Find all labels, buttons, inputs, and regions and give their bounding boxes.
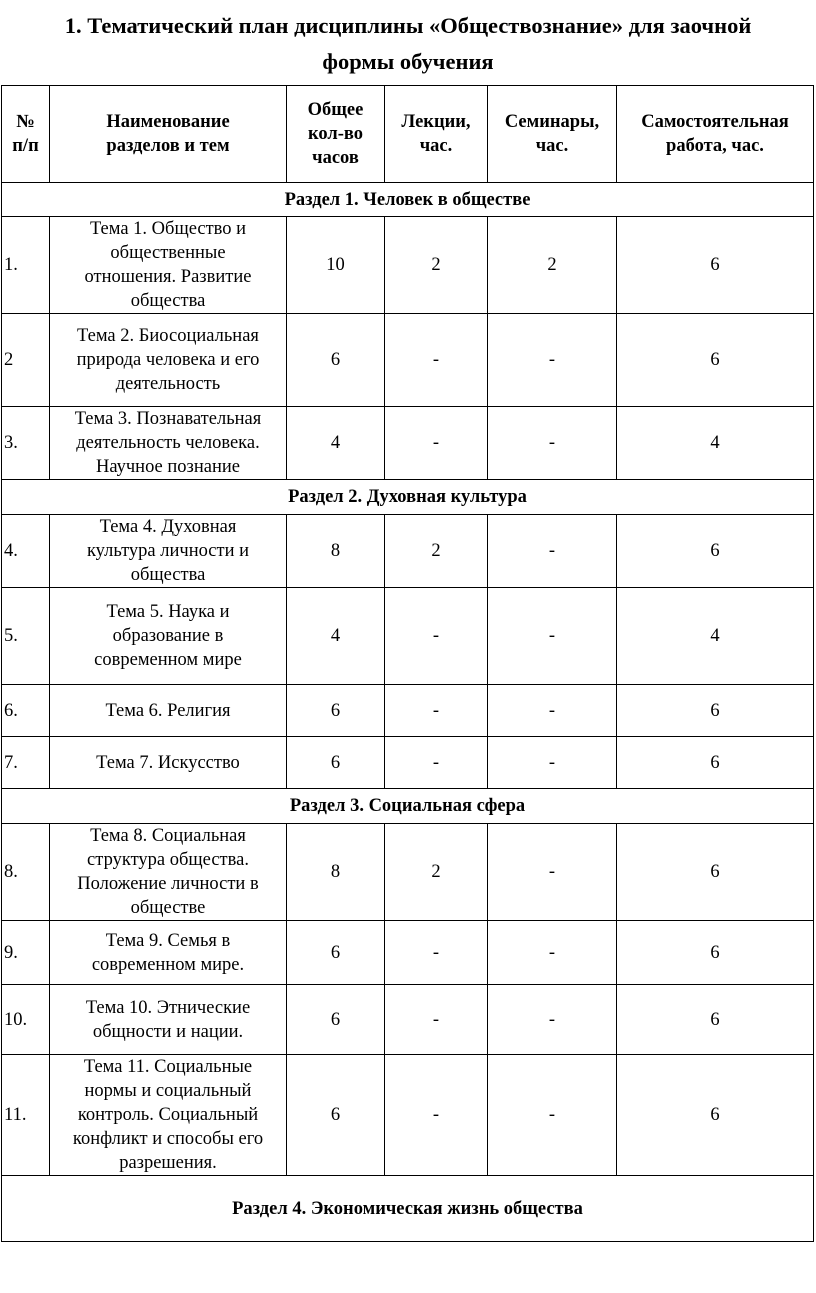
section-title: Раздел 3. Социальная сфера: [2, 789, 814, 824]
self-work-hours: 6: [617, 314, 814, 407]
self-work-hours: 6: [617, 737, 814, 789]
topic-name: [50, 515, 287, 588]
total-hours: 8: [287, 824, 385, 921]
section-title: Раздел 1. Человек в обществе: [2, 183, 814, 217]
row-number: 11.: [2, 1055, 50, 1176]
header-name: Наименование разделов и тем: [50, 86, 287, 183]
total-hours: 8: [287, 515, 385, 588]
seminar-hours: -: [488, 314, 617, 407]
topic-name: [50, 314, 287, 407]
topic-name: [50, 737, 287, 789]
title-line-1: 1. Тематический план дисциплины «Обществознание» для заочной: [64, 13, 752, 38]
topic-name: [50, 217, 287, 314]
total-hours: 6: [287, 1055, 385, 1176]
topic-name-line: общества: [130, 565, 206, 585]
lecture-hours: -: [385, 985, 488, 1055]
self-work-hours: 6: [617, 685, 814, 737]
page-title: [0, 8, 816, 80]
topic-name-line: общности и нации.: [92, 1021, 244, 1042]
table-row: [2, 1055, 814, 1176]
self-work-hours: 6: [617, 985, 814, 1055]
self-work-hours: 6: [617, 217, 814, 314]
total-hours: 10: [287, 217, 385, 314]
header-lectures: Лекции, час.: [385, 86, 488, 183]
topic-name-line: современном мире: [94, 650, 242, 670]
topic-name-line: Положение личности в: [77, 874, 259, 894]
topic-name: [50, 824, 287, 921]
seminar-hours: -: [488, 407, 617, 480]
self-work-hours: 6: [617, 1055, 814, 1176]
header-num: № п/п: [2, 86, 50, 183]
lecture-hours: -: [385, 737, 488, 789]
title-line-2: формы обучения: [322, 49, 494, 74]
total-hours: 4: [287, 588, 385, 685]
lecture-hours: -: [385, 588, 488, 685]
section-row: [2, 1176, 814, 1242]
seminar-hours: -: [488, 737, 617, 789]
row-number: 7.: [2, 737, 50, 789]
table-row: [2, 515, 814, 588]
topic-name-line: Тема 9. Семья в: [105, 930, 231, 951]
self-work-hours: 4: [617, 588, 814, 685]
topic-name-line: нормы и социальный: [84, 1081, 252, 1101]
topic-name-line: Тема 7. Искусство: [96, 752, 240, 773]
topic-name: [50, 588, 287, 685]
topic-name-line: культура личности и: [86, 541, 250, 561]
header-total-hours: Общее кол-во часов: [287, 86, 385, 183]
seminar-hours: -: [488, 515, 617, 588]
self-work-hours: 6: [617, 921, 814, 985]
seminar-hours: -: [488, 1055, 617, 1176]
topic-name-line: контроль. Социальный: [77, 1105, 259, 1125]
self-work-hours: 6: [617, 824, 814, 921]
header-seminars: Семинары, час.: [488, 86, 617, 183]
topic-name-line: обществе: [130, 898, 206, 918]
seminar-hours: -: [488, 685, 617, 737]
table-row: [2, 588, 814, 685]
topic-name-line: образование в: [112, 626, 224, 646]
topic-name-line: Тема 1. Общество и: [89, 219, 247, 239]
topic-name-line: Тема 3. Познавательная: [74, 409, 262, 429]
section-title: Раздел 2. Духовная культура: [2, 480, 814, 515]
lecture-hours: 2: [385, 217, 488, 314]
thematic-plan-table: [1, 85, 814, 1242]
row-number: 8.: [2, 824, 50, 921]
total-hours: 6: [287, 314, 385, 407]
lecture-hours: -: [385, 1055, 488, 1176]
seminar-hours: -: [488, 588, 617, 685]
table-row: [2, 985, 814, 1055]
self-work-hours: 6: [617, 515, 814, 588]
header-self-work: Самостоятельная работа, час.: [617, 86, 814, 183]
table-row: [2, 217, 814, 314]
section-row: [2, 480, 814, 515]
topic-name-line: общественные: [110, 243, 226, 263]
section-row: [2, 183, 814, 217]
topic-name-line: деятельность: [115, 374, 221, 394]
lecture-hours: -: [385, 407, 488, 480]
table-row: [2, 314, 814, 407]
topic-name-line: общества: [130, 291, 206, 311]
topic-name-line: Тема 4. Духовная: [99, 517, 237, 537]
row-number: 5.: [2, 588, 50, 685]
topic-name-line: разрешения.: [119, 1153, 217, 1173]
seminar-hours: -: [488, 921, 617, 985]
table-header-row: [2, 86, 814, 183]
lecture-hours: 2: [385, 824, 488, 921]
row-number: 6.: [2, 685, 50, 737]
seminar-hours: -: [488, 985, 617, 1055]
topic-name-line: Тема 8. Социальная: [90, 826, 246, 846]
topic-name-line: Тема 2. Биосоциальная: [77, 326, 259, 346]
topic-name: [50, 985, 287, 1055]
topic-name: [50, 921, 287, 985]
topic-name-line: структура общества.: [87, 850, 249, 870]
section-title: Раздел 4. Экономическая жизнь общества: [2, 1176, 814, 1242]
topic-name: [50, 407, 287, 480]
topic-name: [50, 685, 287, 737]
topic-name-line: современном мире.: [91, 954, 245, 975]
topic-name-line: Тема 5. Наука и: [106, 602, 230, 622]
table-body: [2, 183, 814, 1242]
topic-name-line: деятельность человека.: [76, 433, 260, 453]
total-hours: 6: [287, 737, 385, 789]
self-work-hours: 4: [617, 407, 814, 480]
table-row: [2, 407, 814, 480]
table-row: [2, 921, 814, 985]
row-number: 2: [2, 314, 50, 407]
table-row: [2, 824, 814, 921]
total-hours: 6: [287, 921, 385, 985]
row-number: 9.: [2, 921, 50, 985]
seminar-hours: -: [488, 824, 617, 921]
table-row: [2, 685, 814, 737]
total-hours: 4: [287, 407, 385, 480]
row-number: 4.: [2, 515, 50, 588]
seminar-hours: 2: [488, 217, 617, 314]
topic-name-line: Тема 10. Этнические: [85, 997, 251, 1018]
topic-name-line: отношения. Развитие: [84, 267, 252, 287]
table-row: [2, 737, 814, 789]
topic-name-line: Научное познание: [96, 457, 240, 477]
topic-name: [50, 1055, 287, 1176]
total-hours: 6: [287, 685, 385, 737]
section-row: [2, 789, 814, 824]
total-hours: 6: [287, 985, 385, 1055]
row-number: 1.: [2, 217, 50, 314]
topic-name-line: Тема 6. Религия: [105, 700, 231, 721]
lecture-hours: -: [385, 685, 488, 737]
lecture-hours: -: [385, 314, 488, 407]
topic-name-line: природа человека и его: [76, 350, 260, 370]
lecture-hours: -: [385, 921, 488, 985]
topic-name-line: конфликт и способы его: [72, 1129, 264, 1149]
row-number: 10.: [2, 985, 50, 1055]
topic-name-line: Тема 11. Социальные: [83, 1057, 253, 1077]
lecture-hours: 2: [385, 515, 488, 588]
row-number: 3.: [2, 407, 50, 480]
